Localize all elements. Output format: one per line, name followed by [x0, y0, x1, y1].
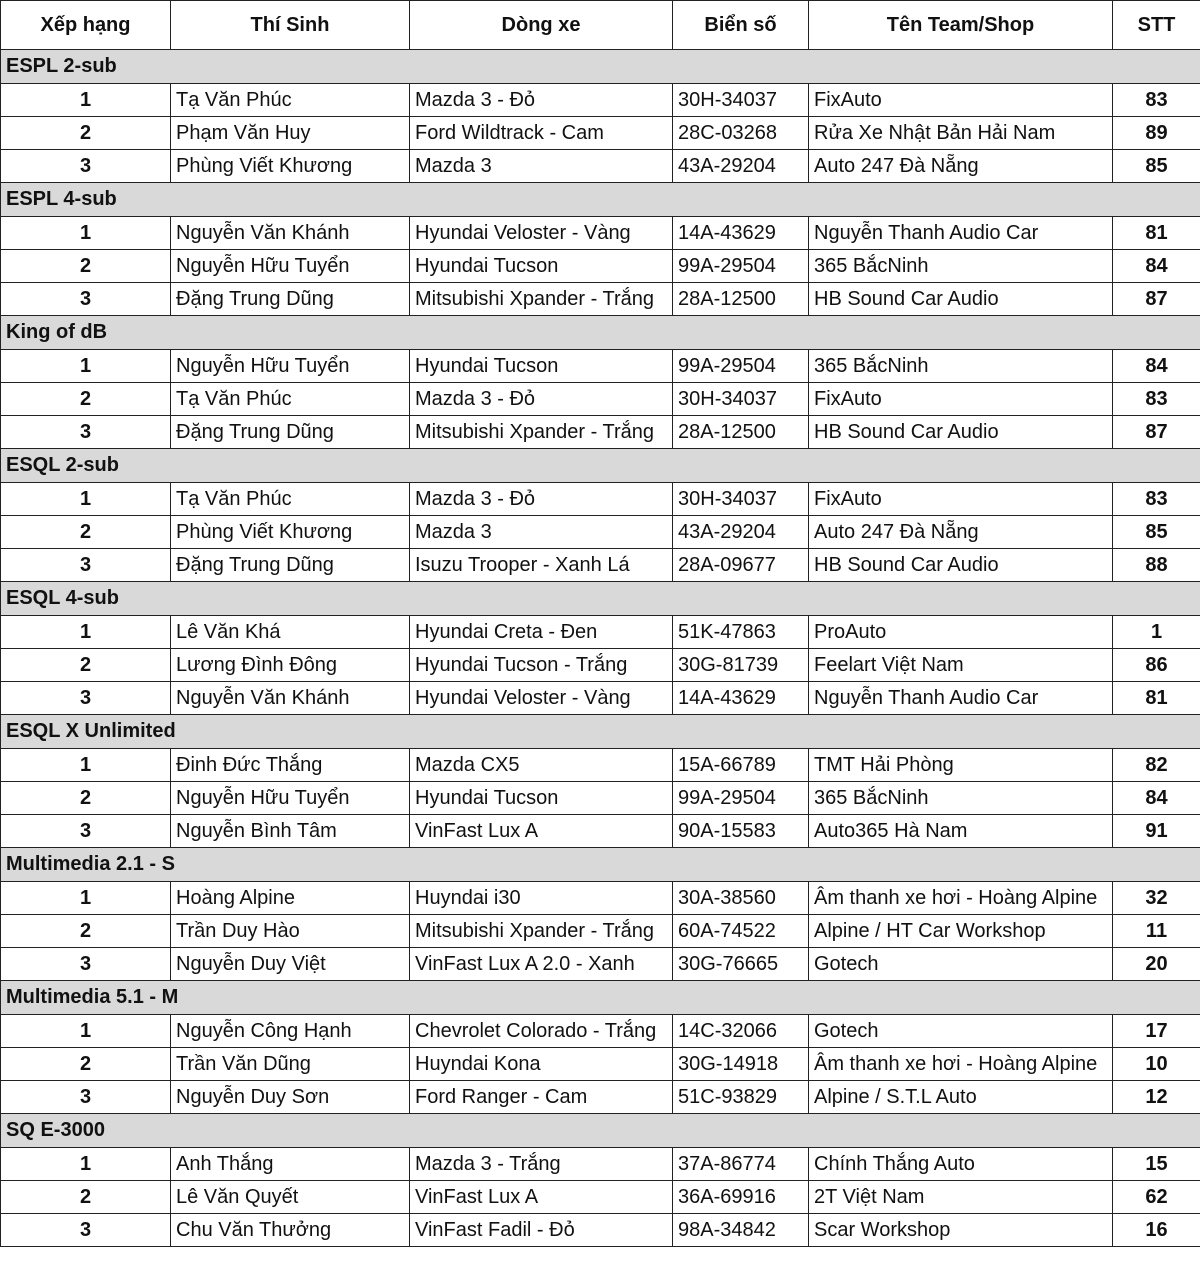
table-row	[1, 383, 1200, 416]
cell-car: Huyndai Kona	[410, 1048, 673, 1081]
table-row	[1, 1081, 1200, 1114]
cell-stt: 20	[1113, 948, 1200, 981]
category-title: SQ E-3000	[1, 1114, 1200, 1148]
table-row	[1, 1148, 1200, 1181]
cell-rank: 2	[1, 649, 171, 682]
table-row	[1, 782, 1200, 815]
cell-stt: 15	[1113, 1148, 1200, 1181]
header-team: Tên Team/Shop	[809, 1, 1113, 50]
cell-team: Alpine / S.T.L Auto	[809, 1081, 1113, 1114]
cell-car: Hyundai Tucson - Trắng	[410, 649, 673, 682]
cell-contestant: Nguyễn Duy Sơn	[171, 1081, 410, 1114]
cell-stt: 81	[1113, 217, 1200, 250]
cell-plate: 28A-12500	[673, 283, 809, 316]
category-title: Multimedia 2.1 - S	[1, 848, 1200, 882]
cell-rank: 1	[1, 1015, 171, 1048]
cell-team: 365 BắcNinh	[809, 782, 1113, 815]
table-row	[1, 649, 1200, 682]
table-row	[1, 350, 1200, 383]
cell-contestant: Đặng Trung Dũng	[171, 549, 410, 582]
cell-rank: 2	[1, 117, 171, 150]
cell-contestant: Nguyễn Hữu Tuyển	[171, 782, 410, 815]
category-row	[1, 50, 1200, 84]
cell-stt: 89	[1113, 117, 1200, 150]
cell-contestant: Nguyễn Hữu Tuyển	[171, 350, 410, 383]
table-row	[1, 150, 1200, 183]
cell-stt: 88	[1113, 549, 1200, 582]
table-row	[1, 1214, 1200, 1247]
header-contestant: Thí Sinh	[171, 1, 410, 50]
cell-stt: 87	[1113, 416, 1200, 449]
category-row	[1, 715, 1200, 749]
cell-team: 365 BắcNinh	[809, 350, 1113, 383]
category-title: ESPL 4-sub	[1, 183, 1200, 217]
cell-car: Hyundai Tucson	[410, 250, 673, 283]
cell-stt: 17	[1113, 1015, 1200, 1048]
cell-rank: 2	[1, 383, 171, 416]
cell-team: Gotech	[809, 948, 1113, 981]
category-title: ESQL 2-sub	[1, 449, 1200, 483]
cell-contestant: Đặng Trung Dũng	[171, 416, 410, 449]
cell-contestant: Trần Duy Hào	[171, 915, 410, 948]
cell-plate: 14A-43629	[673, 682, 809, 715]
category-title: Multimedia 5.1 - M	[1, 981, 1200, 1015]
table-header	[1, 1, 1200, 50]
cell-stt: 10	[1113, 1048, 1200, 1081]
table-row	[1, 1048, 1200, 1081]
cell-plate: 30H-34037	[673, 84, 809, 117]
cell-car: Mazda 3	[410, 516, 673, 549]
cell-stt: 16	[1113, 1214, 1200, 1247]
cell-plate: 90A-15583	[673, 815, 809, 848]
cell-contestant: Lê Văn Quyết	[171, 1181, 410, 1214]
cell-contestant: Chu Văn Thưởng	[171, 1214, 410, 1247]
cell-stt: 85	[1113, 150, 1200, 183]
cell-rank: 1	[1, 1148, 171, 1181]
cell-contestant: Tạ Văn Phúc	[171, 383, 410, 416]
cell-contestant: Nguyễn Hữu Tuyển	[171, 250, 410, 283]
cell-car: Mitsubishi Xpander - Trắng	[410, 283, 673, 316]
cell-contestant: Tạ Văn Phúc	[171, 84, 410, 117]
table-row	[1, 815, 1200, 848]
cell-team: Auto 247 Đà Nẵng	[809, 150, 1113, 183]
cell-team: Nguyễn Thanh Audio Car	[809, 682, 1113, 715]
cell-car: Mazda 3 - Đỏ	[410, 84, 673, 117]
category-title: King of dB	[1, 316, 1200, 350]
cell-stt: 82	[1113, 749, 1200, 782]
cell-plate: 98A-34842	[673, 1214, 809, 1247]
cell-team: HB Sound Car Audio	[809, 283, 1113, 316]
cell-rank: 3	[1, 283, 171, 316]
table-row	[1, 217, 1200, 250]
category-row	[1, 316, 1200, 350]
cell-rank: 2	[1, 1048, 171, 1081]
cell-team: HB Sound Car Audio	[809, 416, 1113, 449]
table-row	[1, 283, 1200, 316]
cell-stt: 84	[1113, 782, 1200, 815]
cell-plate: 30H-34037	[673, 483, 809, 516]
header-row	[1, 1, 1200, 50]
category-row	[1, 981, 1200, 1015]
cell-car: Mitsubishi Xpander - Trắng	[410, 416, 673, 449]
cell-car: Hyundai Tucson	[410, 782, 673, 815]
cell-rank: 1	[1, 882, 171, 915]
cell-contestant: Đặng Trung Dũng	[171, 283, 410, 316]
cell-team: Rửa Xe Nhật Bản Hải Nam	[809, 117, 1113, 150]
cell-team: FixAuto	[809, 84, 1113, 117]
cell-team: 365 BắcNinh	[809, 250, 1113, 283]
cell-contestant: Trần Văn Dũng	[171, 1048, 410, 1081]
cell-plate: 30G-76665	[673, 948, 809, 981]
cell-plate: 51K-47863	[673, 616, 809, 649]
cell-contestant: Tạ Văn Phúc	[171, 483, 410, 516]
cell-car: Mitsubishi Xpander - Trắng	[410, 915, 673, 948]
cell-car: VinFast Fadil - Đỏ	[410, 1214, 673, 1247]
cell-rank: 1	[1, 483, 171, 516]
cell-plate: 30G-14918	[673, 1048, 809, 1081]
cell-contestant: Nguyễn Bình Tâm	[171, 815, 410, 848]
table-row	[1, 882, 1200, 915]
table-row	[1, 84, 1200, 117]
cell-team: Âm thanh xe hơi - Hoàng Alpine	[809, 882, 1113, 915]
header-rank: Xếp hạng	[1, 1, 171, 50]
table-row	[1, 749, 1200, 782]
table-row	[1, 483, 1200, 516]
cell-contestant: Phạm Văn Huy	[171, 117, 410, 150]
cell-rank: 3	[1, 682, 171, 715]
category-title: ESQL 4-sub	[1, 582, 1200, 616]
cell-plate: 14A-43629	[673, 217, 809, 250]
cell-car: VinFast Lux A	[410, 815, 673, 848]
cell-team: Auto 247 Đà Nẵng	[809, 516, 1113, 549]
cell-plate: 51C-93829	[673, 1081, 809, 1114]
table-row	[1, 1181, 1200, 1214]
cell-team: Âm thanh xe hơi - Hoàng Alpine	[809, 1048, 1113, 1081]
cell-car: Ford Ranger - Cam	[410, 1081, 673, 1114]
cell-plate: 43A-29204	[673, 516, 809, 549]
cell-stt: 12	[1113, 1081, 1200, 1114]
cell-stt: 86	[1113, 649, 1200, 682]
cell-car: Hyundai Veloster - Vàng	[410, 217, 673, 250]
table-body	[1, 50, 1200, 1247]
cell-car: Hyundai Tucson	[410, 350, 673, 383]
cell-rank: 1	[1, 84, 171, 117]
cell-rank: 1	[1, 749, 171, 782]
cell-team: Gotech	[809, 1015, 1113, 1048]
table-row	[1, 416, 1200, 449]
cell-rank: 2	[1, 516, 171, 549]
category-row	[1, 1114, 1200, 1148]
table-row	[1, 948, 1200, 981]
cell-contestant: Phùng Viết Khương	[171, 516, 410, 549]
table-row	[1, 915, 1200, 948]
cell-stt: 32	[1113, 882, 1200, 915]
cell-plate: 28A-12500	[673, 416, 809, 449]
cell-stt: 62	[1113, 1181, 1200, 1214]
table-row	[1, 682, 1200, 715]
cell-contestant: Nguyễn Duy Việt	[171, 948, 410, 981]
cell-plate: 43A-29204	[673, 150, 809, 183]
cell-plate: 60A-74522	[673, 915, 809, 948]
cell-plate: 30H-34037	[673, 383, 809, 416]
cell-car: Mazda CX5	[410, 749, 673, 782]
cell-stt: 1	[1113, 616, 1200, 649]
cell-team: HB Sound Car Audio	[809, 549, 1113, 582]
cell-rank: 2	[1, 782, 171, 815]
cell-contestant: Hoàng Alpine	[171, 882, 410, 915]
cell-plate: 14C-32066	[673, 1015, 809, 1048]
cell-rank: 2	[1, 915, 171, 948]
cell-team: ProAuto	[809, 616, 1113, 649]
cell-car: Hyundai Veloster - Vàng	[410, 682, 673, 715]
cell-plate: 99A-29504	[673, 250, 809, 283]
cell-contestant: Lương Đình Đông	[171, 649, 410, 682]
cell-team: 2T Việt Nam	[809, 1181, 1113, 1214]
cell-rank: 3	[1, 948, 171, 981]
cell-contestant: Nguyễn Văn Khánh	[171, 682, 410, 715]
cell-rank: 3	[1, 815, 171, 848]
table-row	[1, 616, 1200, 649]
cell-car: VinFast Lux A 2.0 - Xanh	[410, 948, 673, 981]
category-row	[1, 183, 1200, 217]
cell-plate: 30G-81739	[673, 649, 809, 682]
cell-plate: 28A-09677	[673, 549, 809, 582]
cell-car: Mazda 3 - Đỏ	[410, 483, 673, 516]
cell-rank: 2	[1, 1181, 171, 1214]
cell-stt: 83	[1113, 383, 1200, 416]
cell-contestant: Lê Văn Khá	[171, 616, 410, 649]
cell-plate: 15A-66789	[673, 749, 809, 782]
cell-rank: 3	[1, 150, 171, 183]
cell-rank: 1	[1, 616, 171, 649]
cell-contestant: Nguyễn Công Hạnh	[171, 1015, 410, 1048]
category-title: ESQL X Unlimited	[1, 715, 1200, 749]
cell-stt: 83	[1113, 483, 1200, 516]
cell-plate: 36A-69916	[673, 1181, 809, 1214]
cell-team: Feelart Việt Nam	[809, 649, 1113, 682]
cell-car: Isuzu Trooper - Xanh Lá	[410, 549, 673, 582]
cell-car: Mazda 3	[410, 150, 673, 183]
cell-stt: 81	[1113, 682, 1200, 715]
cell-car: Mazda 3 - Đỏ	[410, 383, 673, 416]
cell-rank: 1	[1, 350, 171, 383]
header-stt: STT	[1113, 1, 1200, 50]
cell-team: TMT Hải Phòng	[809, 749, 1113, 782]
cell-car: Chevrolet Colorado - Trắng	[410, 1015, 673, 1048]
cell-team: Chính Thắng Auto	[809, 1148, 1113, 1181]
cell-plate: 28C-03268	[673, 117, 809, 150]
cell-stt: 85	[1113, 516, 1200, 549]
cell-rank: 3	[1, 1214, 171, 1247]
cell-stt: 84	[1113, 350, 1200, 383]
cell-car: Ford Wildtrack - Cam	[410, 117, 673, 150]
cell-rank: 3	[1, 549, 171, 582]
cell-stt: 83	[1113, 84, 1200, 117]
cell-car: Huyndai i30	[410, 882, 673, 915]
table-row	[1, 549, 1200, 582]
cell-team: Scar Workshop	[809, 1214, 1113, 1247]
cell-plate: 37A-86774	[673, 1148, 809, 1181]
cell-stt: 11	[1113, 915, 1200, 948]
cell-contestant: Đinh Đức Thắng	[171, 749, 410, 782]
cell-rank: 1	[1, 217, 171, 250]
cell-plate: 30A-38560	[673, 882, 809, 915]
cell-car: Mazda 3 - Trắng	[410, 1148, 673, 1181]
cell-rank: 3	[1, 1081, 171, 1114]
cell-team: FixAuto	[809, 483, 1113, 516]
table-row	[1, 117, 1200, 150]
cell-team: FixAuto	[809, 383, 1113, 416]
cell-stt: 84	[1113, 250, 1200, 283]
cell-team: Nguyễn Thanh Audio Car	[809, 217, 1113, 250]
header-car: Dòng xe	[410, 1, 673, 50]
category-row	[1, 582, 1200, 616]
table-row	[1, 250, 1200, 283]
cell-car: Hyundai Creta - Đen	[410, 616, 673, 649]
cell-rank: 3	[1, 416, 171, 449]
cell-stt: 91	[1113, 815, 1200, 848]
table-row	[1, 516, 1200, 549]
header-plate: Biển số	[673, 1, 809, 50]
category-title: ESPL 2-sub	[1, 50, 1200, 84]
cell-team: Auto365 Hà Nam	[809, 815, 1113, 848]
table-row	[1, 1015, 1200, 1048]
cell-team: Alpine / HT Car Workshop	[809, 915, 1113, 948]
cell-plate: 99A-29504	[673, 782, 809, 815]
cell-car: VinFast Lux A	[410, 1181, 673, 1214]
cell-contestant: Phùng Viết Khương	[171, 150, 410, 183]
category-row	[1, 848, 1200, 882]
cell-contestant: Anh Thắng	[171, 1148, 410, 1181]
cell-stt: 87	[1113, 283, 1200, 316]
cell-rank: 2	[1, 250, 171, 283]
cell-contestant: Nguyễn Văn Khánh	[171, 217, 410, 250]
category-row	[1, 449, 1200, 483]
cell-plate: 99A-29504	[673, 350, 809, 383]
